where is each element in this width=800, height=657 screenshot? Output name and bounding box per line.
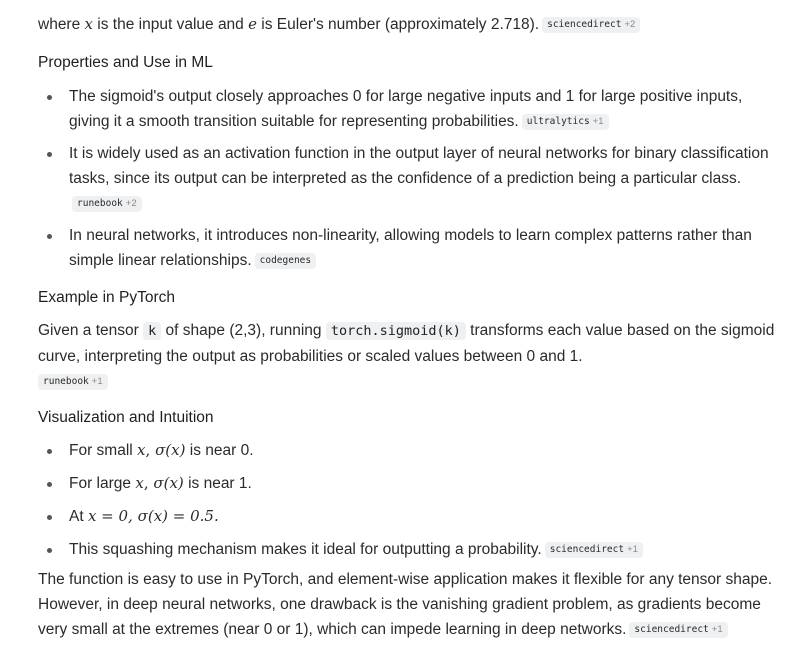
math-x: x xyxy=(137,441,146,459)
heading-properties: Properties and Use in ML xyxy=(38,54,213,71)
list-item-suffix: is near 1. xyxy=(183,475,252,492)
heading-example: Example in PyTorch xyxy=(38,289,175,306)
citation-more: +1 xyxy=(91,376,103,387)
list-item xyxy=(38,504,778,529)
citation-more: +1 xyxy=(592,116,604,127)
example-text-after: transforms each value based on the sigmoid curve, interpreting the output as probabilities or scaled values between 0 and 1. xyxy=(38,322,775,365)
list-item: For large x, σ(x) is near 1. xyxy=(38,471,778,496)
list-item: For small x, σ(x) is near 0. xyxy=(38,438,778,463)
list-item-text: This squashing mechanism makes it ideal for outputting a probability. xyxy=(69,541,542,558)
properties-list xyxy=(38,84,778,273)
list-item-text: In neural networks, it introduces non-linearity, allowing models to learn complex patterns rather than simple linear relationships. xyxy=(69,227,752,269)
list-item-text: For large xyxy=(69,475,136,492)
example-paragraph xyxy=(38,318,783,394)
code-inline-k: k xyxy=(143,322,161,340)
list-item-text: For small xyxy=(69,442,138,459)
citation-more: +2 xyxy=(624,19,636,30)
list-item xyxy=(38,84,778,134)
citation-source: runebook xyxy=(77,198,123,209)
citation-badge[interactable] xyxy=(38,374,108,390)
list-item xyxy=(38,141,778,216)
list-item-text: The sigmoid's output closely approaches 0 for large negative inputs and 1 for large positive inputs, giving it a smooth transition suitable for representing probabilities. xyxy=(69,88,743,130)
heading-visualization: Visualization and Intuition xyxy=(38,409,214,426)
intro-middle: is the input value and xyxy=(93,16,249,33)
citation-badge[interactable] xyxy=(542,17,640,33)
list-item-suffix: is near 0. xyxy=(185,442,254,459)
citation-badge[interactable] xyxy=(545,542,643,558)
list-item xyxy=(38,537,778,562)
closing-paragraph xyxy=(38,567,783,642)
citation-source: codegenes xyxy=(259,255,312,266)
math-e: e xyxy=(248,15,257,33)
intro-prefix: where xyxy=(38,16,85,33)
math-sigma-x: σ(x) xyxy=(153,474,184,492)
citation-source: sciencedirect xyxy=(549,544,625,555)
math-zero-equation: x = 0, σ(x) = 0.5. xyxy=(87,507,219,525)
list-item-text: It is widely used as an activation function in the output layer of neural networks for binary classification tasks, since its output can be interpreted as the confidence of a prediction being a particular class. xyxy=(69,145,769,187)
list-item xyxy=(38,223,778,273)
math-sigma-x: σ(x) xyxy=(155,441,186,459)
citation-badge[interactable] xyxy=(255,253,316,269)
citation-more: +1 xyxy=(627,544,638,555)
example-text-before: Given a tensor xyxy=(38,322,144,339)
citation-more: +2 xyxy=(125,198,137,209)
intro-suffix: is Euler's number (approximately 2.718). xyxy=(257,16,540,33)
citation-source: runebook xyxy=(43,376,89,387)
citation-more: +1 xyxy=(711,624,723,635)
citation-badge[interactable] xyxy=(522,114,609,130)
list-item-text: At xyxy=(69,508,88,525)
citation-badge[interactable] xyxy=(629,622,727,638)
visualization-list xyxy=(38,438,778,562)
citation-badge[interactable] xyxy=(72,196,142,212)
citation-source: ultralytics xyxy=(526,116,590,127)
math-x: x xyxy=(135,474,144,492)
math-x: x xyxy=(84,15,93,33)
citation-source: sciencedirect xyxy=(547,19,622,30)
code-inline-sigmoid: torch.sigmoid(k) xyxy=(326,322,466,340)
intro-paragraph xyxy=(38,12,640,37)
closing-text: The function is easy to use in PyTorch, and element-wise application makes it flexible for any tensor shape. However, in deep neural networks, one drawback is the vanishing gradient problem, as gradients become very small at the extremes (near 0 or 1), which can impede learning in deep networks. xyxy=(38,571,773,638)
citation-source: sciencedirect xyxy=(634,624,709,635)
example-text-mid: of shape (2,3), running xyxy=(161,322,326,339)
